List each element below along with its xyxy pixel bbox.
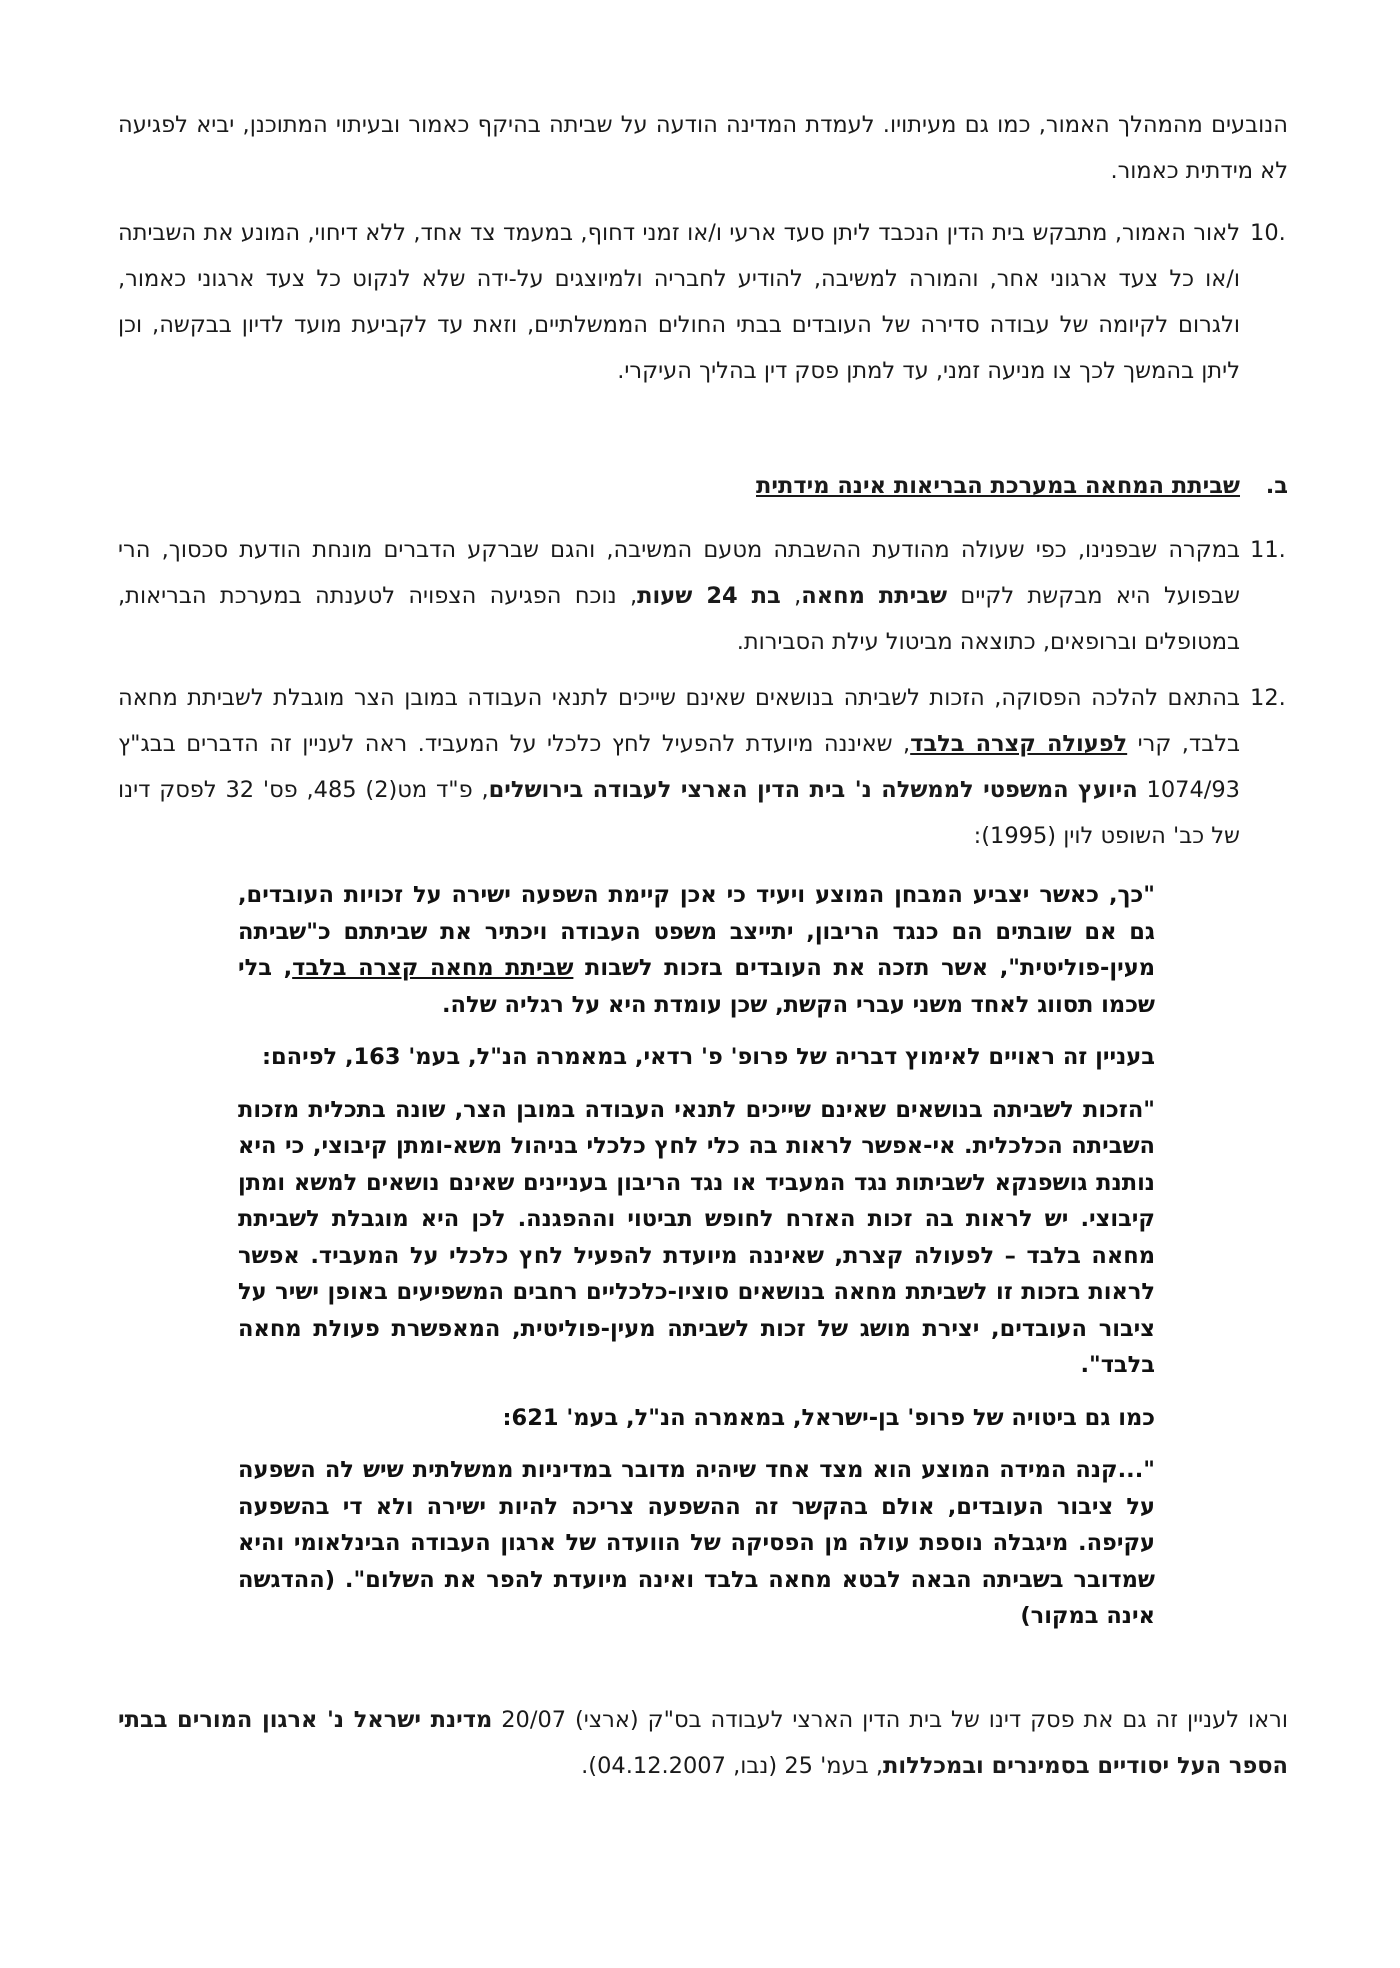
paragraph-number: .10 (1250, 220, 1286, 246)
paragraph-number: .11 (1250, 537, 1286, 563)
paragraph-10 (118, 210, 1288, 394)
underlined-run: שביתת מחאה קצרה בלבד (292, 955, 574, 981)
text-run: במקרה שבפנינו, כפי שעולה מהודעת ההשבתה מטעם המשיבה, והגם שברקע הדברים מונחת הודעת סכסוך, הרי שבפועל היא מבקשת לקיים (118, 537, 1240, 609)
text-run: , בלי שכמו תסווג לאחד משני עברי הקשת, שכן עומדת היא על רגליה שלה. (238, 955, 1155, 1018)
paragraph-body: לאור האמור, מתבקש בית הדין הנכבד ליתן סעד ארעי ו/או זמני דחוף, במעמד צד אחד, ללא דיחוי, המונע את השביתה ו/או כל צעד ארגוני אחר, והמורה למשיבה, להודיע לחבריה ולמיוצגים על-ידה שלא לנקוט כל צעד ארגוני כאמור, ולגרום לקיומה של עבודה סדירה של העובדים בבתי החולים הממשלתיים, וזאת עד לקביעת מועד לדיון בבקשה, וכן ליתן בהמשך לכך צו מניעה זמני, עד למתן פסק דין בהליך העיקרי. (118, 220, 1240, 384)
case-name-run: מדינת ישראל נ' ארגון המורים בבתי הספר העל יסודיים בסמינרים ובמכללות (118, 1707, 1288, 1779)
paragraph-number: .12 (1250, 685, 1286, 711)
paragraph-body (118, 675, 1240, 859)
quote-paragraph-1 (238, 877, 1155, 1023)
text-run: בהתאם להלכה הפסוקה, הזכות לשביתה בנושאים שאינם שייכים לתנאי העבודה במובן הצר מוגבלת לשביתת מחאה בלבד, קרי (118, 685, 1240, 757)
text-run: , שאיננה מיועדת להפעיל לחץ כלכלי על המעביד. ראה לעניין זה הדברים בבג"ץ 1074/93 (118, 731, 1240, 803)
section-heading (118, 466, 1288, 506)
text-run: , נוכח הפגיעה הצפויה לטענתה במערכת הבריאות, במטופלים וברופאים, כתוצאה מביטול עילת הסבירות. (118, 583, 1240, 655)
text-run: , פ"ד מט(2) 485, פס' 32 לפסק דינו של כב' השופט לוין (1995): (118, 777, 1240, 849)
quote-paragraph-5: "...קנה המידה המוצע הוא מצד אחד שיהיה מדובר במדיניות ממשלתית שיש לה השפעה על ציבור העובדים, אולם בהקשר זה ההשפעה צריכה להיות ישירה ולא די בהשפעה עקיפה. מיגבלה נוספת עולה מן הפסיקה של הוועדה של ארגון העבודה הבינלאומי והיא שמדובר בשביתה הבאה לבטא מחאה בלבד ואינה מיועדת להפר את השלום". (ההדגשה אינה במקור) (238, 1457, 1155, 1629)
text-run: "כך, כאשר יצביע המבחן המוצע ויעיד כי אכן קיימת השפעה ישירה על זכויות העובדים, גם אם שובתים הם כנגד הריבון, יתייצב משפט העבודה ויכתיר את שביתתם כ"שביתה מעין-פוליטית", אשר תזכה את העובדים בזכות לשבות (238, 882, 1155, 981)
paragraph-12 (118, 675, 1288, 859)
paragraph-11 (118, 527, 1288, 665)
bold-run: שביתת מחאה (801, 583, 948, 609)
quote-paragraph-4: כמו גם ביטויה של פרופ' בן-ישראל, במאמרה הנ"ל, בעמ' 621: (502, 1404, 1155, 1431)
intro-text: הנובעים מהמהלך האמור, כמו גם מעיתויו. לעמדת המדינה הודעה על שביתה בהיקף כאמור ובעיתוי המתוכנן, יביא לפגיעה לא מידתית כאמור. (118, 112, 1288, 184)
text-run: , בעמ' 25 (נבו, 04.12.2007). (581, 1753, 883, 1779)
text-run: , (780, 583, 802, 609)
case-name-run: היועץ המשפטי לממשלה נ' בית הדין הארצי לעבודה בירושלים (488, 777, 1138, 803)
quote-paragraph-3: "הזכות לשביתה בנושאים שאינם שייכים לתנאי העבודה במובן הצר, שונה בתכלית מזכות השביתה הכלכלית. אי-אפשר לראות בה כלי לחץ כלכלי בניהול משא-ומתן קיבוצי, כי היא נותנת גושפנקא לשביתות נגד המעביד או נגד הריבון בעניינים שאינם נושאים למשא ומתן קיבוצי. יש לראות בה זכות האזרח לחופש תביטוי וההפגנה. לכן היא מוגבלת לשביתת מחאה בלבד – לפעולה קצרת, שאיננה מיועדת להפעיל לחץ כלכלי על המעביד. אפשר לראות בזכות זו לשביתת מחאה בנושאים סוציו-כלכליים רחבים המשפיעים באופן ישיר על ציבור העובדים, יצירת מושג של זכות לשביתה מעין-פוליטית, המאפשרת פעולת מחאה בלבד". (238, 1096, 1155, 1378)
intro-paragraph (118, 102, 1288, 194)
block-quote (238, 877, 1155, 1635)
bold-underlined-run: לפעולה קצרה בלבד (910, 731, 1128, 757)
section-letter: ב. (1265, 473, 1288, 499)
closing-paragraph (118, 1697, 1288, 1789)
text-run: וראו לעניין זה גם את פסק דינו של בית הדין הארצי לעבודה בס"ק (ארצי) 20/07 (492, 1707, 1288, 1733)
bold-run: בת 24 שעות (637, 583, 781, 609)
paragraph-body (118, 527, 1240, 665)
section-title: שביתת המחאה במערכת הבריאות אינה מידתית (756, 473, 1240, 499)
quote-paragraph-2: בעניין זה ראויים לאימוץ דבריה של פרופ' פ' רדאי, במאמרה הנ"ל, בעמ' 163, לפיהם: (261, 1044, 1155, 1070)
